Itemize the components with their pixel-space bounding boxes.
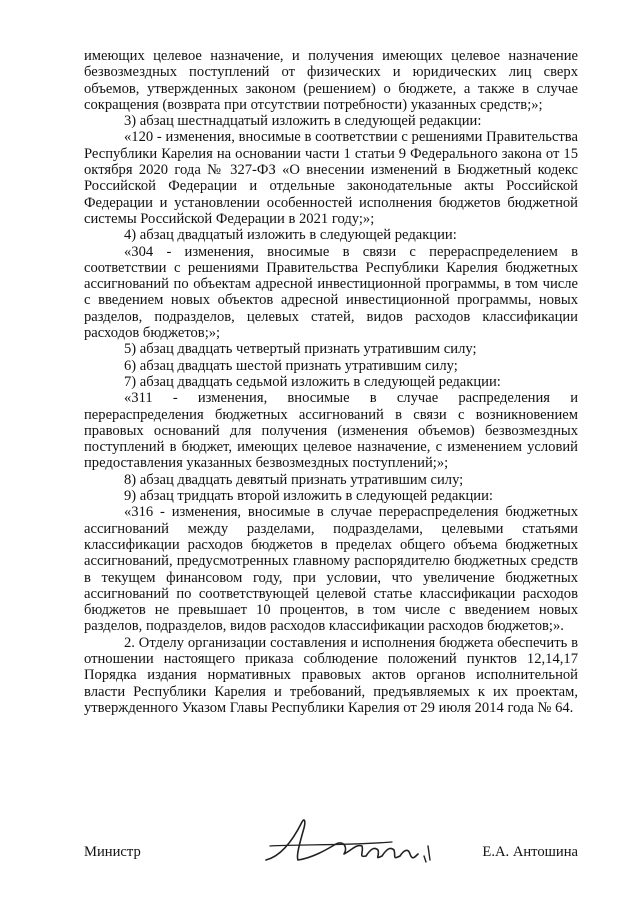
paragraph-item-8: 8) абзац двадцать девятый признать утратившим силу; <box>124 471 464 488</box>
paragraph-item-5: 5) абзац двадцать четвертый признать утратившим силу; <box>124 341 477 358</box>
signature-block <box>84 838 578 878</box>
paragraph-section-2: 2. Отделу организации составления и исполнения бюджета обеспечить в отношении настоящего приказа соблюдение положений пунктов 12,14,17 Порядка издания нормативных правовых актов органов исполнительной власти Республики Карелия и требований, предъявляемых к их проектам, утвержденного Указом Главы Республики Карелия от 29 июля 2014 года № 64. <box>84 634 578 716</box>
paragraph-item-7: 7) абзац двадцать седьмой изложить в следующей редакции: <box>124 373 501 390</box>
paragraph-item-6: 6) абзац двадцать шестой признать утратившим силу; <box>124 357 458 374</box>
paragraph-continuation: имеющих целевое назначение, и получения имеющих целевое назначение безвозмездных поступлений от физических и юридических лиц сверх объемов, утвержденных законом (решением) о бюджете, а также в случае сокращения (возврата при отсутствии потребности) указанных средств;»; <box>84 48 578 113</box>
paragraph-item-9: 9) абзац тридцать второй изложить в следующей редакции: <box>124 488 493 505</box>
handwritten-signature <box>252 816 452 872</box>
paragraph-code-304: «304 - изменения, вносимые в связи с перераспределением в соответствии с решениями Правительства Республики Карелия бюджетных ассигнований по объектам адресной инвестиционной программы, в том числе с введением новых объектов адресной инвестиционной программы, новых разделов, подразделов, целевых статей, видов расходов классификации расходов бюджетов;»; <box>84 243 578 342</box>
paragraph-item-3: 3) абзац шестнадцатый изложить в следующей редакции: <box>124 113 482 130</box>
signatory-title: Министр <box>84 844 141 860</box>
paragraph-code-311: «311 - изменения, вносимые в случае распределения и перераспределения бюджетных ассигнований в связи с возникновением правовых оснований для получения (изменения объемов) безвозмездных поступлений в бюджет, имеющих целевое назначение, с изменением условий предоставления указанных безвозмездных поступлений;»; <box>84 390 578 472</box>
paragraph-item-4: 4) абзац двадцатый изложить в следующей редакции: <box>124 227 457 244</box>
paragraph-code-120: «120 - изменения, вносимые в соответствии с решениями Правительства Республики Карелия на основании части 1 статьи 9 Федерального закона от 15 октября 2020 года № 327-ФЗ «О внесении изменений в Бюджетный кодекс Российской Федерации и отдельные законодательные акты Российской Федерации и установлении особенностей исполнения бюджетов бюджетной системы Российской Федерации в 2021 году;»; <box>84 129 578 227</box>
paragraph-code-316: «316 - изменения, вносимые в случае перераспределения бюджетных ассигнований между разделами, подразделами, целевыми статьями классификации расходов бюджетов в пределах общего объема бюджетных ассигнований, предусмотренных главному распорядителю бюджетных средств в текущем финансовом году, при условии, что увеличение бюджетных ассигнований по соответствующей целевой статье классификации расходов бюджетов не превышает 10 процентов, в том числе с введением новых разделов, подразделов, видов расходов классификации расходов бюджетов;». <box>84 504 578 635</box>
signatory-name: Е.А. Антошина <box>482 844 578 860</box>
